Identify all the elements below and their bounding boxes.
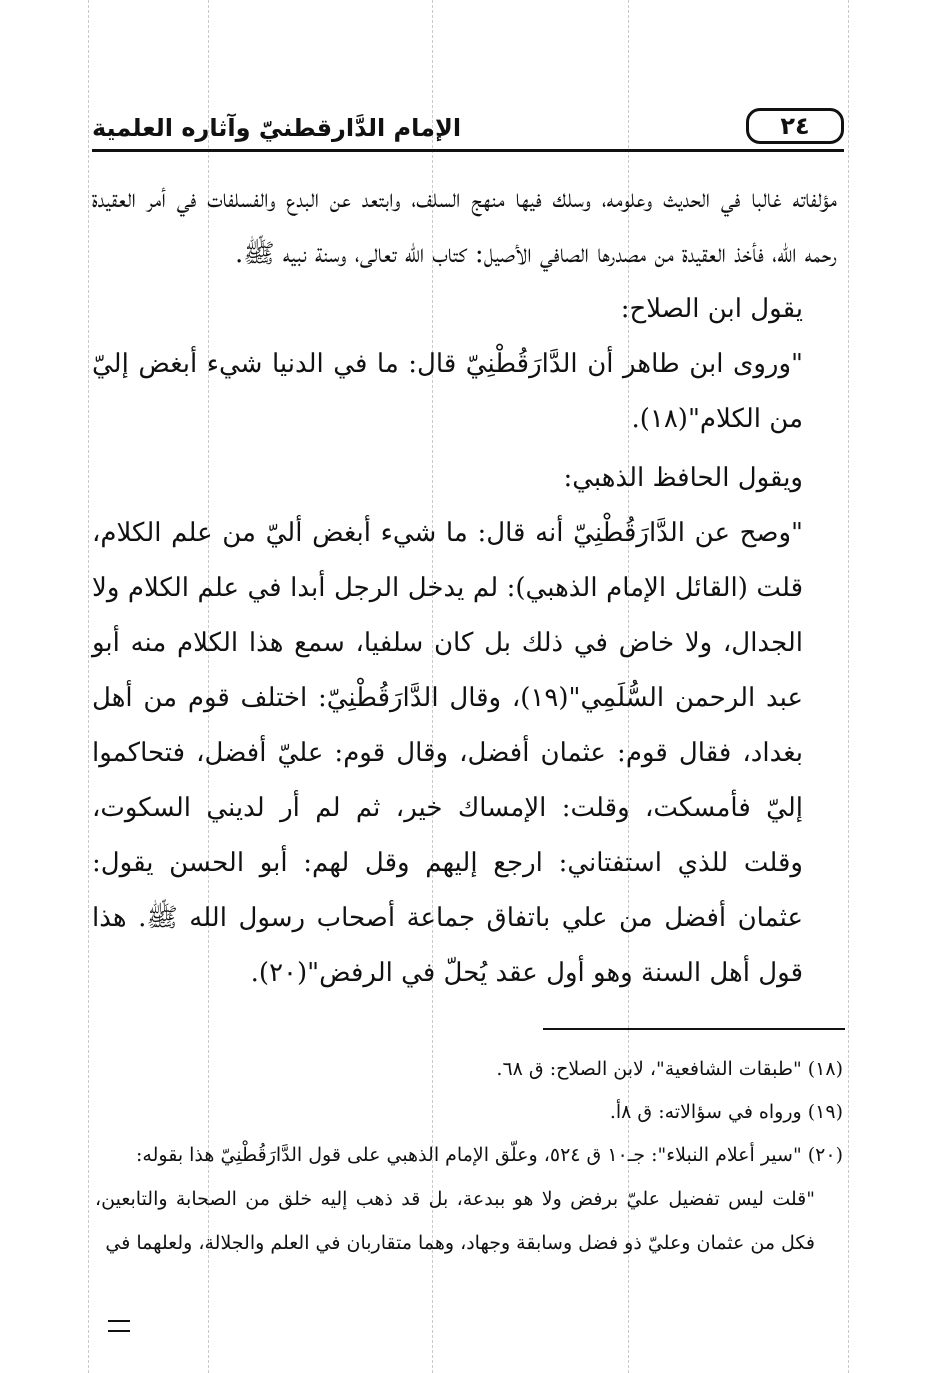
footnote-20: (٢٠) "سير أعلام النبلاء": جـ١٠ ق ٥٢٤، وعلّق الإمام الذهبي على قول الدَّارَقُطْنِيّ هذا بقوله:	[136, 1144, 843, 1166]
paragraph-ibn-salah-quote: "وروى ابن طاهر أن الدَّارَقُطْنِيّ قال: ما في الدنيا شيء أبغض إليّ من الكلام"(١٨).	[92, 349, 803, 434]
footnote-18: (١٨) "طبقات الشافعية"، لابن الصلاح: ق ٦٨.	[496, 1058, 843, 1080]
page-number: ٢٤	[746, 108, 844, 144]
continuation-mark	[108, 1320, 130, 1332]
footnote-20-quote: "قلت ليس تفضيل عليّ برفض ولا هو ببدعة، بل قد ذهب إليه خلق من الصحابة والتابعين، فكل من عثمان وعليّ ذو فضل وسابقة وجهاد، وهما متقاربان في العلم والجلالة، ولعلهما في	[95, 1188, 815, 1254]
paragraph-ibn-salah-heading: يقول ابن الصلاح:	[620, 294, 803, 324]
footnote-19: (١٩) ورواه في سؤالاته: ق ٨أ.	[609, 1101, 843, 1123]
header-rule	[92, 149, 844, 152]
scan-guide-line	[848, 0, 849, 1373]
paragraph-dhahabi-heading: ويقول الحافظ الذهبي:	[563, 463, 803, 493]
paragraph-dhahabi-quote: "وصح عن الدَّارَقُطْنِيّ أنه قال: ما شيء أبغض أليّ من علم الكلام، قلت (القائل الإمام الذهبي): لم يدخل الرجل أبدا في علم الكلام ولا الجدال، ولا خاض في ذلك بل كان سلفيا، سمع هذا الكلام منه أبو عبد الرحمن السُّلَمِي"(١٩)، وقال الدَّارَقُطْنِيّ: اختلف قوم من أهل بغداد، فقال قوم: عثمان أفضل، وقال قوم: عليّ أفضل، فتحاكموا إليّ فأمسكت، وقلت: الإمساك خير، ثم لم أر لديني السكوت، وقلت للذي استفتاني: ارجع إليهم وقل لهم: أبو الحسن يقول: عثمان أفضل من علي باتفاق جماعة أصحاب رسول الله ﷺ. هذا قول أهل السنة وهو أول عقد يُحلّ في الرفض"(٢٠).	[92, 518, 803, 988]
body-text	[92, 172, 837, 1001]
book-title: الإمام الدَّارقطنيّ وآثاره العلمية	[92, 114, 462, 142]
scan-guide-line	[88, 0, 89, 1373]
footnotes	[95, 1048, 843, 1265]
footnote-separator	[543, 1028, 845, 1030]
paragraph-intro: مؤلفاته غالبا في الحديث وعلومه، وسلك فيها منهج السلف، وابتعد عن البدع والفسلفات في أمر العقيدة رحمه الله، فأخذ العقيدة من مصدرها الصافي الأصيل: كتاب الله تعالى، وسنة نبيه ﷺ.	[92, 184, 837, 269]
page-header	[92, 104, 844, 152]
